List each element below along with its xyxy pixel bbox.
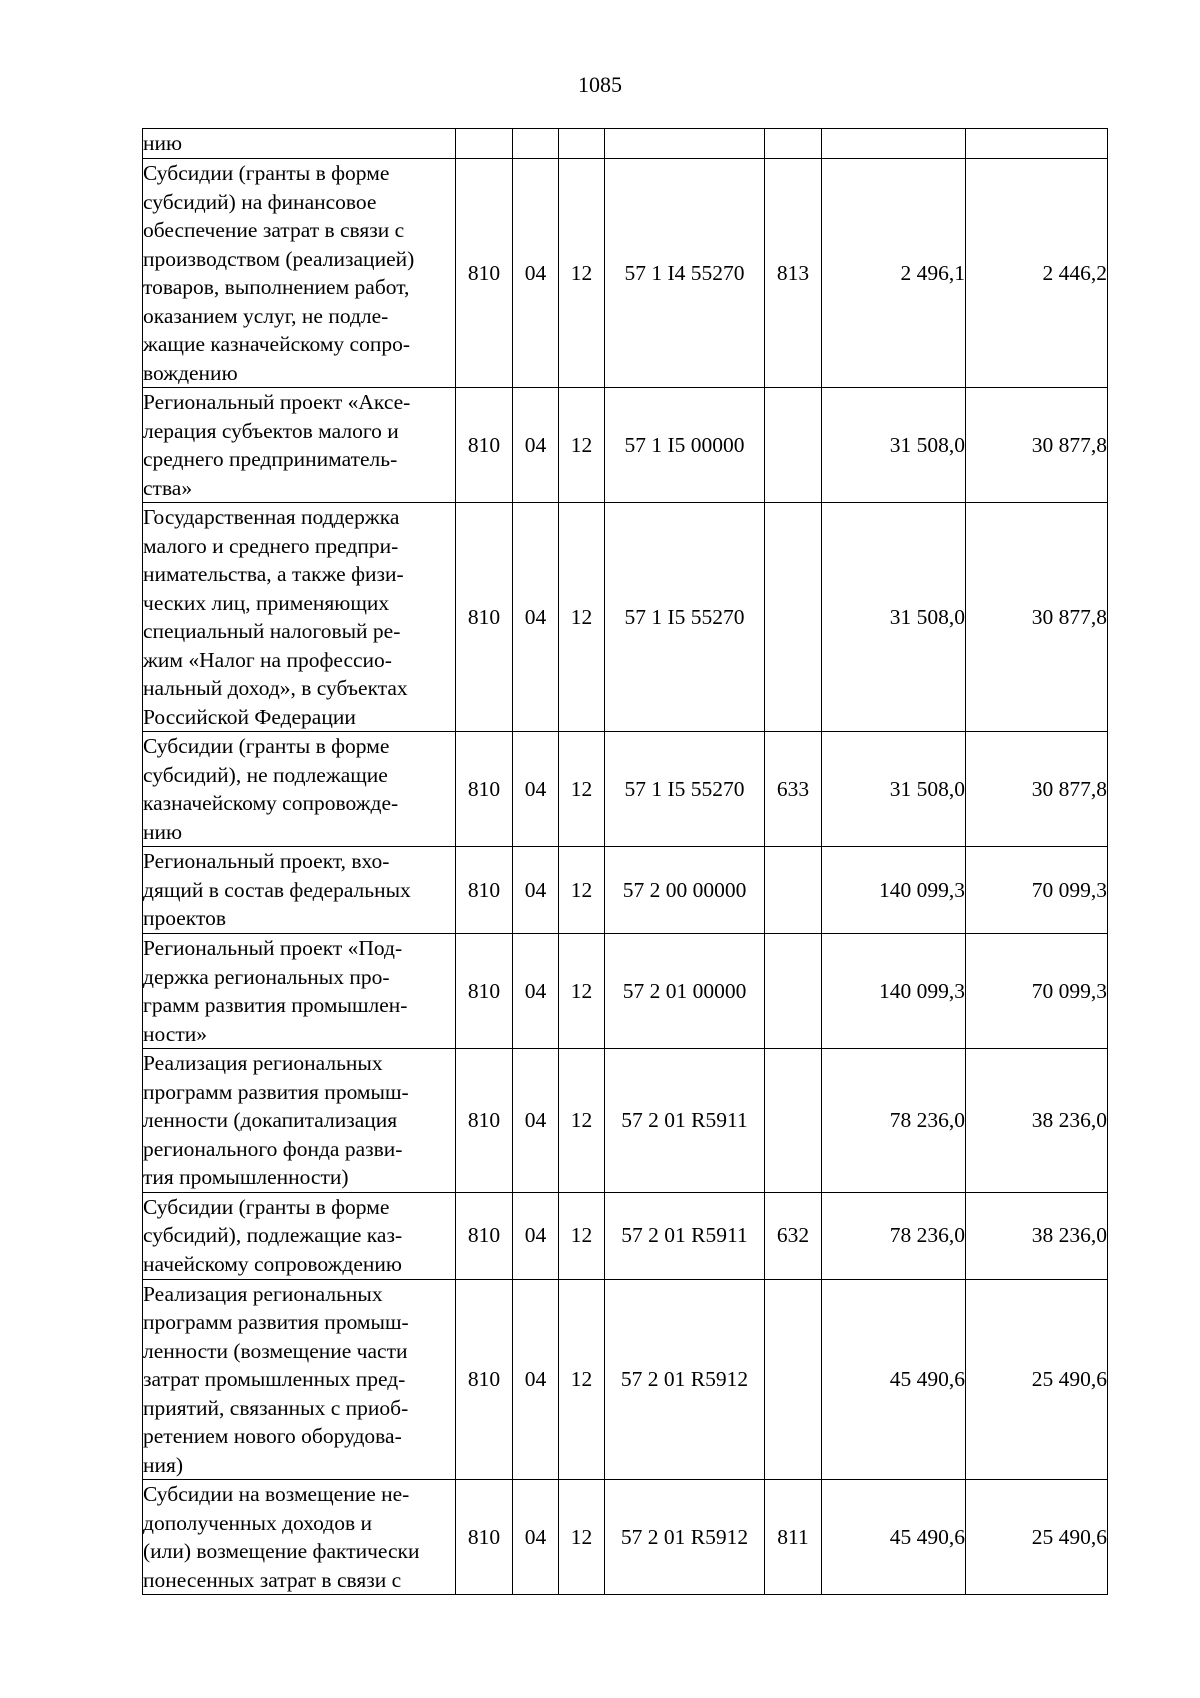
description-line: жим «Налог на профессио-	[143, 647, 392, 672]
section-code-cell: 04	[513, 847, 559, 934]
target-article-cell: 57 2 00 00000	[605, 847, 765, 934]
amount-year2-cell: 38 236,0	[966, 1049, 1108, 1193]
description-line: нию	[143, 819, 183, 844]
target-article-cell: 57 2 01 00000	[605, 934, 765, 1049]
row-description	[143, 159, 456, 388]
description-line: начейскому сопровождению	[143, 1251, 402, 1276]
expense-type-cell: 632	[765, 1192, 822, 1279]
amount-year2-cell: 30 877,8	[966, 732, 1108, 847]
expense-type-cell	[765, 847, 822, 934]
description-line: проектов	[143, 906, 226, 931]
ministry-code-cell: 810	[456, 503, 513, 732]
target-article-cell: 57 1 I5 55270	[605, 503, 765, 732]
description-line: нимательства, а также физи-	[143, 562, 404, 586]
description-line: тия промышленности)	[143, 1165, 349, 1189]
description-line: Субсидии (гранты в форме	[143, 161, 390, 185]
subsection-code-cell: 12	[559, 159, 605, 388]
section-code-cell: 04	[513, 1279, 559, 1480]
section-code-cell: 04	[513, 732, 559, 847]
description-line: затрат промышленных пред-	[143, 1367, 406, 1391]
description-line: Региональный проект «Под-	[143, 936, 403, 960]
section-code-cell: 04	[513, 1049, 559, 1193]
description-line: Субсидии на возмещение не-	[143, 1482, 410, 1506]
subsection-code-cell: 12	[559, 503, 605, 732]
target-article-cell: 57 2 01 R5911	[605, 1049, 765, 1193]
description-line: лерация субъектов малого и	[143, 418, 399, 443]
description-line: Субсидии (гранты в форме	[143, 1194, 390, 1219]
section-code-cell	[513, 129, 559, 159]
expense-type-cell	[765, 129, 822, 159]
description-line: (или) возмещение фактически	[143, 1539, 420, 1563]
description-line: специальный налоговый ре-	[143, 619, 401, 643]
row-description	[143, 1279, 456, 1480]
row-description	[143, 1049, 456, 1193]
ministry-code-cell: 810	[456, 388, 513, 503]
description-line: ния)	[143, 1452, 184, 1477]
target-article-cell: 57 2 01 R5912	[605, 1480, 765, 1595]
budget-table	[142, 128, 1108, 1595]
row-description	[143, 847, 456, 934]
amount-year1-cell: 2 496,1	[822, 159, 966, 388]
amount-year2-cell: 2 446,2	[966, 159, 1108, 388]
description-line: Реализация региональных	[143, 1051, 383, 1075]
description-line: субсидий) на финансовое	[143, 189, 377, 214]
table-row	[143, 1480, 1108, 1595]
expense-type-cell	[765, 503, 822, 732]
amount-year1-cell: 31 508,0	[822, 388, 966, 503]
subsection-code-cell: 12	[559, 1049, 605, 1193]
table-row	[143, 934, 1108, 1049]
ministry-code-cell: 810	[456, 1480, 513, 1595]
expense-type-cell: 813	[765, 159, 822, 388]
description-line: Региональный проект, вхо-	[143, 849, 390, 874]
amount-year2-cell: 25 490,6	[966, 1480, 1108, 1595]
description-line: жащие казначейскому сопро-	[143, 332, 411, 356]
description-line: малого и среднего предпри-	[143, 533, 399, 558]
table-row	[143, 503, 1108, 732]
ministry-code-cell: 810	[456, 159, 513, 388]
subsection-code-cell	[559, 129, 605, 159]
expense-type-cell	[765, 1049, 822, 1193]
ministry-code-cell: 810	[456, 934, 513, 1049]
description-line: Государственная поддержка	[143, 505, 400, 529]
ministry-code-cell: 810	[456, 1279, 513, 1480]
amount-year2-cell: 30 877,8	[966, 503, 1108, 732]
amount-year1-cell: 45 490,6	[822, 1480, 966, 1595]
ministry-code-cell: 810	[456, 847, 513, 934]
row-description	[143, 934, 456, 1049]
description-line: программ развития промыш-	[143, 1079, 409, 1104]
section-code-cell: 04	[513, 503, 559, 732]
subsection-code-cell: 12	[559, 1279, 605, 1480]
target-article-cell: 57 1 I5 00000	[605, 388, 765, 503]
page-number: 1085	[578, 72, 622, 97]
amount-year2-cell: 70 099,3	[966, 934, 1108, 1049]
description-line: приятий, связанных с приоб-	[143, 1395, 409, 1420]
target-article-cell: 57 1 I4 55270	[605, 159, 765, 388]
subsection-code-cell: 12	[559, 934, 605, 1049]
description-line: понесенных затрат в связи с	[143, 1567, 402, 1592]
description-line: дополученных доходов и	[143, 1510, 373, 1535]
description-line: Российской Федерации	[143, 704, 356, 729]
description-line: ленности (докапитализация	[143, 1108, 398, 1132]
row-description	[143, 1480, 456, 1595]
section-code-cell: 04	[513, 388, 559, 503]
description-line: нальный доход», в субъектах	[143, 676, 408, 700]
expense-type-cell	[765, 388, 822, 503]
ministry-code-cell: 810	[456, 1192, 513, 1279]
ministry-code-cell: 810	[456, 732, 513, 847]
description-line: Реализация региональных	[143, 1281, 383, 1306]
description-line: ности»	[143, 1021, 207, 1046]
table-row	[143, 732, 1108, 847]
amount-year2-cell: 25 490,6	[966, 1279, 1108, 1480]
amount-year1-cell: 31 508,0	[822, 732, 966, 847]
table-body	[143, 129, 1108, 1595]
section-code-cell: 04	[513, 1480, 559, 1595]
subsection-code-cell: 12	[559, 732, 605, 847]
description-line: дящий в состав федеральных	[143, 877, 411, 902]
amount-year1-cell: 45 490,6	[822, 1279, 966, 1480]
table-row	[143, 1049, 1108, 1193]
amount-year1-cell: 140 099,3	[822, 847, 966, 934]
row-description	[143, 388, 456, 503]
description-line: субсидий), подлежащие каз-	[143, 1223, 403, 1248]
amount-year1-cell: 140 099,3	[822, 934, 966, 1049]
description-line: ства»	[143, 475, 193, 500]
row-description	[143, 503, 456, 732]
amount-year1-cell: 31 508,0	[822, 503, 966, 732]
table-row	[143, 1192, 1108, 1279]
description-line: ленности (возмещение части	[143, 1338, 408, 1363]
description-line: программ развития промыш-	[143, 1310, 409, 1334]
table-row	[143, 847, 1108, 934]
ministry-code-cell: 810	[456, 1049, 513, 1193]
description-line: казначейскому сопровожде-	[143, 791, 399, 815]
amount-year2-cell: 38 236,0	[966, 1192, 1108, 1279]
amount-year1-cell: 78 236,0	[822, 1049, 966, 1193]
description-line: оказанием услуг, не подле-	[143, 303, 389, 328]
amount-year2-cell: 70 099,3	[966, 847, 1108, 934]
section-code-cell: 04	[513, 1192, 559, 1279]
description-line: Субсидии (гранты в форме	[143, 734, 390, 758]
target-article-cell: 57 2 01 R5911	[605, 1192, 765, 1279]
amount-year2-cell: 30 877,8	[966, 388, 1108, 503]
target-article-cell: 57 1 I5 55270	[605, 732, 765, 847]
subsection-code-cell: 12	[559, 388, 605, 503]
subsection-code-cell: 12	[559, 847, 605, 934]
expense-type-cell	[765, 934, 822, 1049]
target-article-cell: 57 2 01 R5912	[605, 1279, 765, 1480]
table-row	[143, 159, 1108, 388]
table-row	[143, 1279, 1108, 1480]
expense-type-cell: 633	[765, 732, 822, 847]
description-line: обеспечение затрат в связи с	[143, 218, 405, 242]
section-code-cell: 04	[513, 159, 559, 388]
amount-year2-cell	[966, 129, 1108, 159]
description-line: держка региональных про-	[143, 964, 390, 989]
subsection-code-cell: 12	[559, 1480, 605, 1595]
table-row	[143, 388, 1108, 503]
row-description	[143, 129, 456, 159]
description-line: товаров, выполнением работ,	[143, 275, 410, 299]
amount-year1-cell	[822, 129, 966, 159]
description-line: регионального фонда разви-	[143, 1136, 403, 1161]
section-code-cell: 04	[513, 934, 559, 1049]
expense-type-cell: 811	[765, 1480, 822, 1595]
description-line: грамм развития промышлен-	[143, 993, 408, 1017]
description-line: производством (реализацией)	[143, 246, 415, 271]
description-line: нию	[143, 131, 183, 156]
description-line: ческих лиц, применяющих	[143, 590, 390, 615]
description-line: ретением нового оборудова-	[143, 1424, 402, 1448]
description-line: среднего предприниматель-	[143, 447, 398, 471]
row-description	[143, 732, 456, 847]
description-line: Региональный проект «Аксе-	[143, 390, 411, 414]
expense-type-cell	[765, 1279, 822, 1480]
table-row	[143, 129, 1108, 159]
ministry-code-cell	[456, 129, 513, 159]
description-line: субсидий), не подлежащие	[143, 762, 388, 787]
description-line: вождению	[143, 360, 238, 385]
target-article-cell	[605, 129, 765, 159]
subsection-code-cell: 12	[559, 1192, 605, 1279]
amount-year1-cell: 78 236,0	[822, 1192, 966, 1279]
row-description	[143, 1192, 456, 1279]
